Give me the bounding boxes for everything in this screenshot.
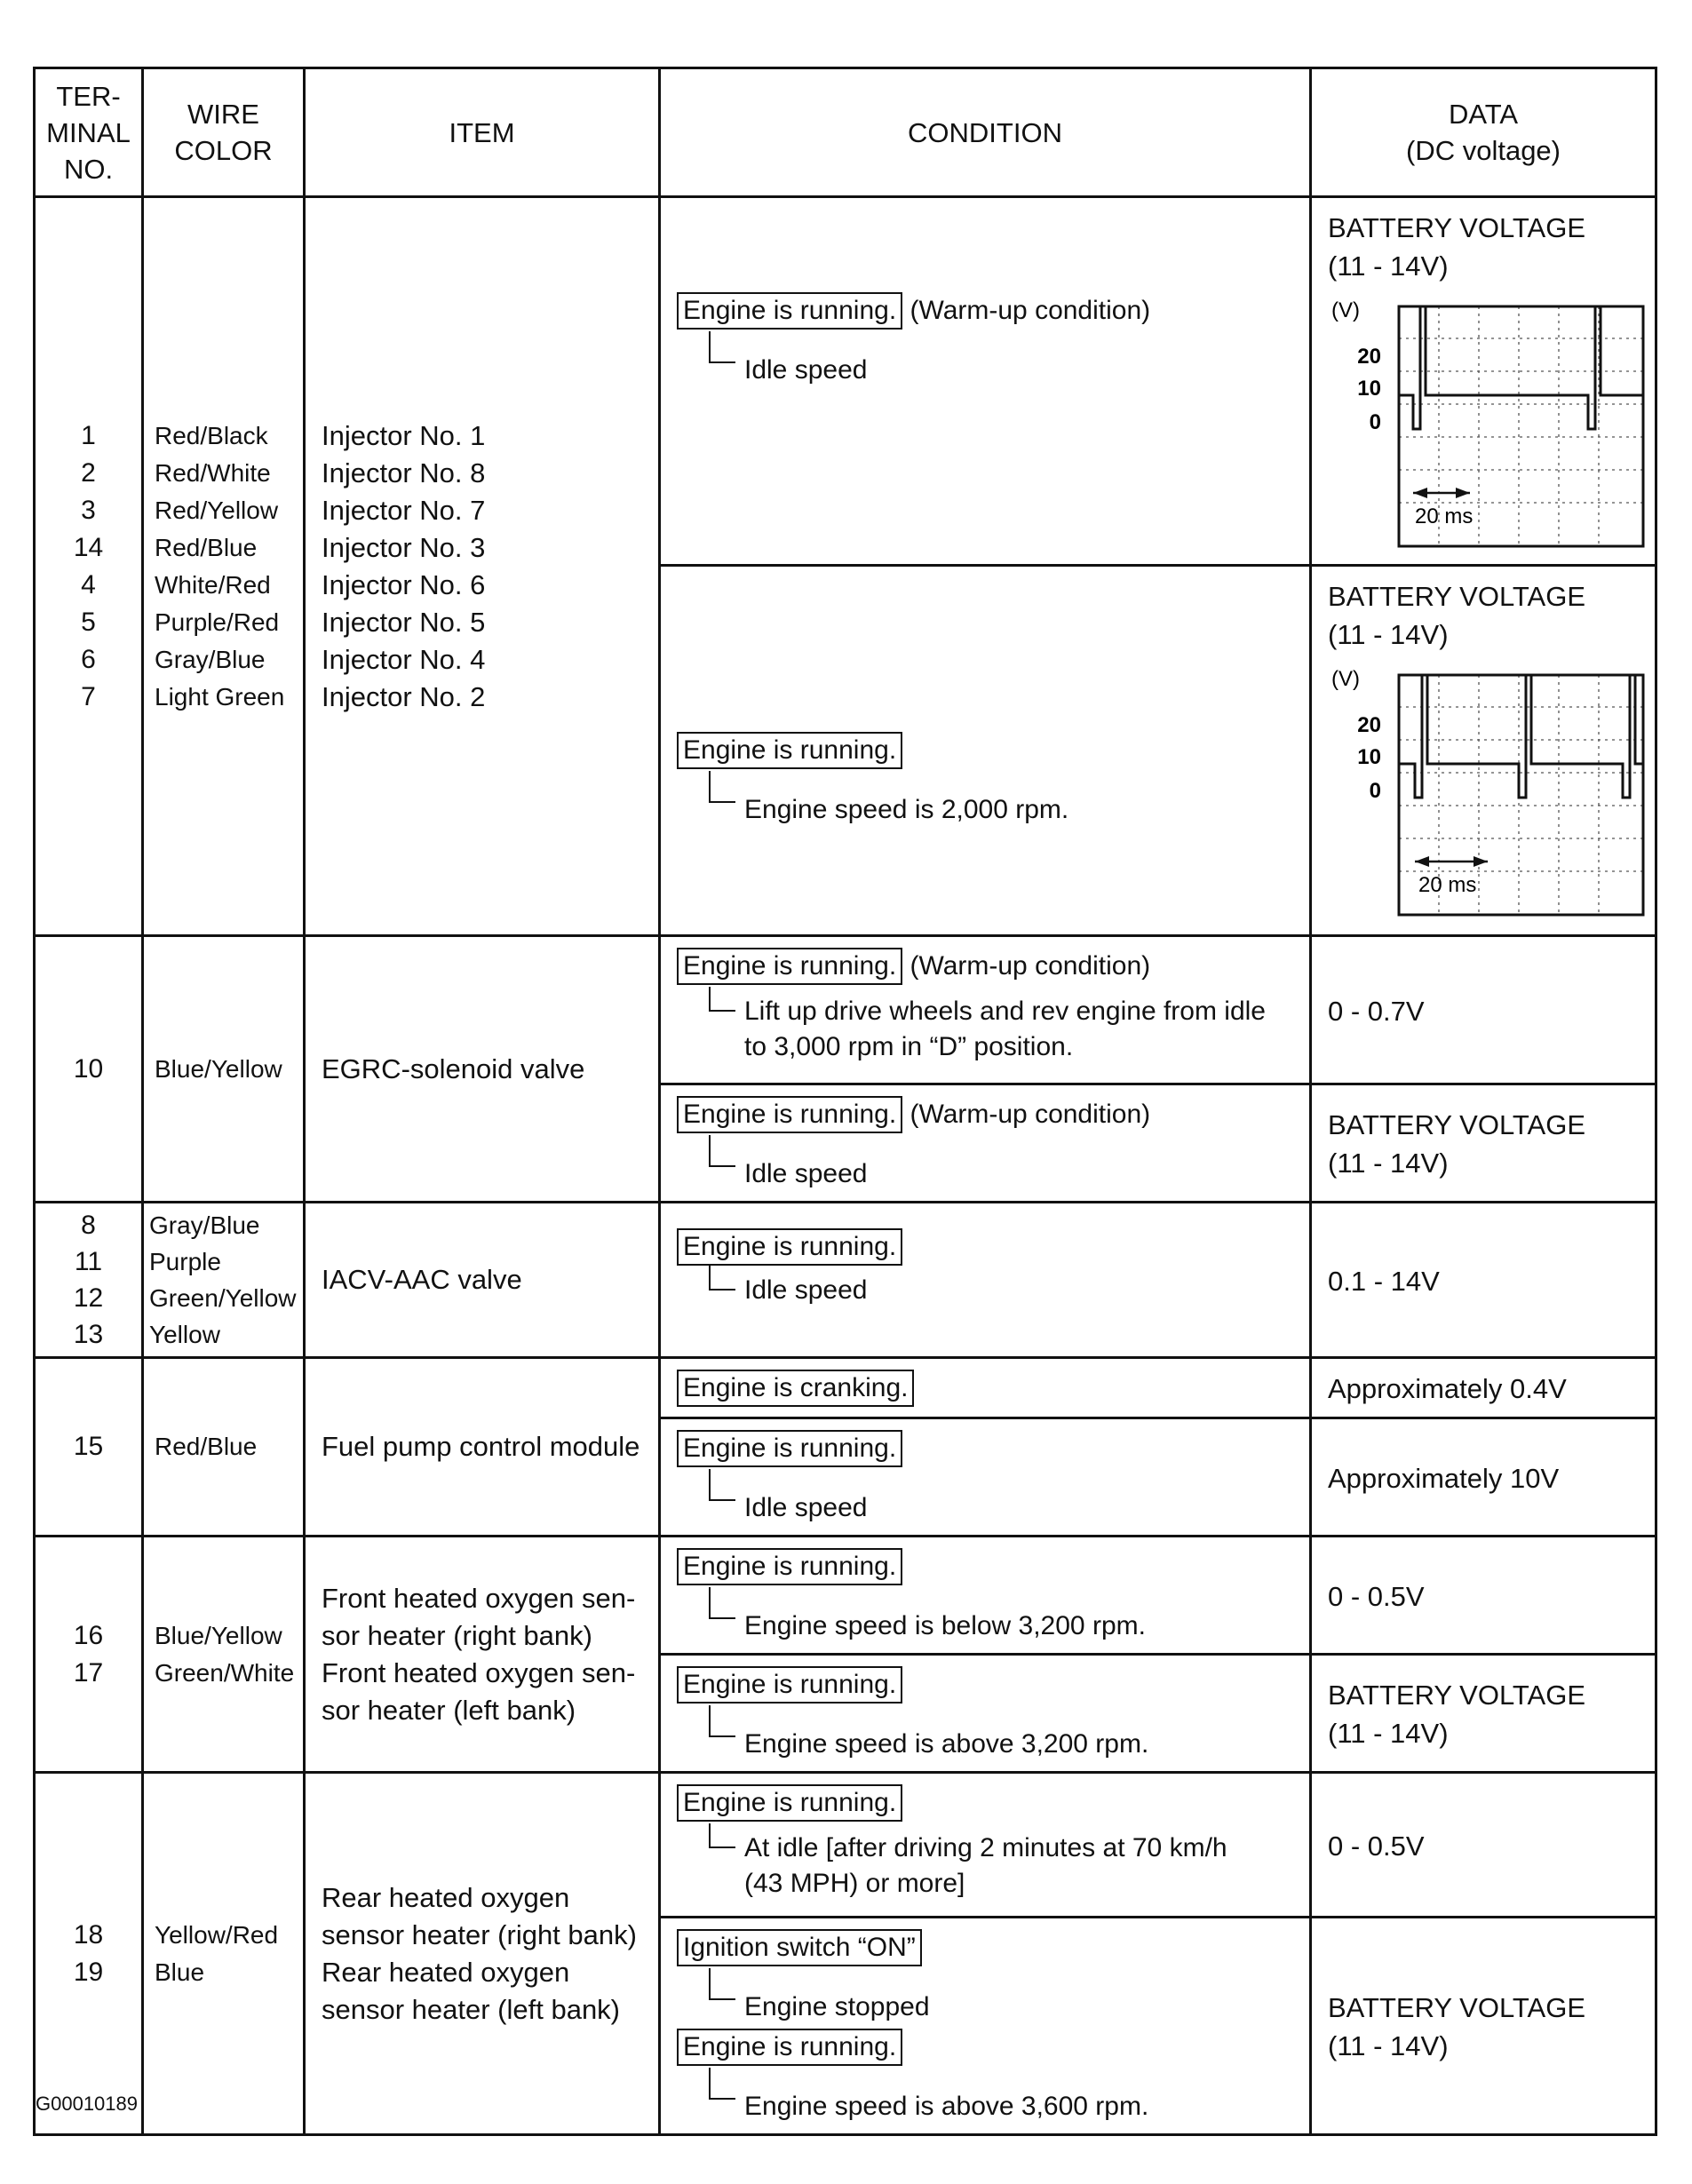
data-cell: Approximately 10V	[1311, 1418, 1656, 1537]
wire-color-cell: Red/Black Red/White Red/Yellow Red/Blue White/Red Purple/Red Gray/Blue Light Green	[143, 197, 305, 936]
item-cell: EGRC-solenoid valve	[305, 936, 660, 1203]
condition-cell: Engine is running. Idle speed	[660, 1418, 1311, 1537]
terminal-cell: 8 11 12 13	[35, 1203, 143, 1358]
item-cell: Fuel pump control module	[305, 1358, 660, 1537]
svg-text:20 ms: 20 ms	[1418, 873, 1477, 897]
header-wire-color: WIRE COLOR	[143, 68, 305, 197]
data-cell: 0 - 0.7V	[1311, 936, 1656, 1084]
svg-text:(V): (V)	[1331, 298, 1360, 322]
svg-text:20: 20	[1357, 345, 1381, 369]
idle-waveform	[1328, 289, 1648, 552]
wire-color-cell: Blue/Yellow Green/White	[143, 1537, 305, 1773]
terminal-data-table	[33, 67, 1657, 2136]
terminal-cell: 16 17	[35, 1537, 143, 1773]
condition-cell: Engine is running. (Warm-up condition) Idle speed	[660, 1084, 1311, 1203]
item-cell: Front heated oxygen sen- sor heater (right bank) Front heated oxygen sen- sor heater (left bank)	[305, 1537, 660, 1773]
condition-box: Engine is running.	[677, 2029, 902, 2066]
terminal-cell: 15	[35, 1358, 143, 1537]
condition-cell: Engine is running. (Warm-up condition) Idle speed	[660, 197, 1311, 566]
condition-cell	[660, 1358, 1311, 1418]
table-row	[35, 1773, 1656, 1918]
data-cell: Approximately 0.4V	[1311, 1358, 1656, 1418]
data-cell: BATTERY VOLTAGE (11 - 14V)	[1311, 1084, 1656, 1203]
condition-cell: Engine is running. Engine speed is below 3,200 rpm.	[660, 1537, 1311, 1655]
terminal-cell: 10	[35, 936, 143, 1203]
condition-cell: Engine is running. Idle speed	[660, 1203, 1311, 1358]
item-cell: IACV-AAC valve	[305, 1203, 660, 1358]
wire-color-cell: Yellow/Red Blue	[143, 1773, 305, 2135]
condition-cell: Ignition switch “ON” Engine stopped Engine is running. Engine speed is above 3,600 rpm.	[660, 1918, 1311, 2135]
condition-box: Engine is running.	[677, 948, 902, 985]
header-condition: CONDITION	[660, 68, 1311, 197]
header-data: DATA (DC voltage)	[1311, 68, 1656, 197]
header-item: ITEM	[305, 68, 660, 197]
svg-text:20: 20	[1357, 713, 1381, 737]
table-row	[35, 197, 1656, 566]
condition-box: Engine is running.	[677, 1548, 902, 1585]
data-cell: 0 - 0.5V	[1311, 1773, 1656, 1918]
table-row	[35, 1537, 1656, 1655]
condition-cell: Engine is running. Engine speed is above 3,200 rpm.	[660, 1655, 1311, 1773]
data-cell: 0.1 - 14V	[1311, 1203, 1656, 1358]
condition-box: Engine is running.	[677, 1228, 902, 1266]
terminal-cell: 1 2 3 14 4 5 6 7	[35, 197, 143, 936]
header-terminal: TER- MINAL NO.	[35, 68, 143, 197]
table-row	[35, 936, 1656, 1084]
item-cell: Injector No. 1 Injector No. 8 Injector No. 7 Injector No. 3 Injector No. 6 Injector No. 5 Injector No. 4 Injector No. 2	[305, 197, 660, 936]
condition-box: Engine is cranking.	[677, 1370, 914, 1407]
svg-text:20 ms: 20 ms	[1415, 504, 1474, 528]
svg-text:10: 10	[1357, 377, 1381, 401]
table-row	[35, 1358, 1656, 1418]
condition-box: Engine is running.	[677, 1096, 902, 1133]
header-row	[35, 68, 1656, 197]
wire-color-cell: Red/Blue	[143, 1358, 305, 1537]
data-cell: 0 - 0.5V	[1311, 1537, 1656, 1655]
svg-text:10: 10	[1357, 745, 1381, 769]
condition-box: Ignition switch “ON”	[677, 1929, 922, 1966]
terminal-cell: 18 19	[35, 1773, 143, 2135]
item-cell: Rear heated oxygen sensor heater (right bank) Rear heated oxygen sensor heater (left bank)	[305, 1773, 660, 2135]
condition-box: Engine is running.	[677, 1430, 902, 1467]
data-cell: BATTERY VOLTAGE (11 - 14V)	[1311, 1918, 1656, 2135]
data-cell: BATTERY VOLTAGE (11 - 14V) (V) 20 10 0 20 ms	[1311, 566, 1656, 936]
condition-box: Engine is running.	[677, 1666, 902, 1704]
data-cell: BATTERY VOLTAGE (11 - 14V) (V) 20 10 0 20 ms	[1311, 197, 1656, 566]
svg-text:0: 0	[1369, 779, 1381, 803]
2000rpm-waveform	[1328, 657, 1648, 920]
condition-box: Engine is running.	[677, 1784, 902, 1822]
svg-text:0: 0	[1369, 410, 1381, 434]
data-cell: BATTERY VOLTAGE (11 - 14V)	[1311, 1655, 1656, 1773]
figure-code: G00010189	[36, 2093, 138, 2115]
condition-box: Engine is running.	[677, 732, 902, 769]
condition-cell: Engine is running. At idle [after driving 2 minutes at 70 km/h (43 MPH) or more]	[660, 1773, 1311, 1918]
wire-color-cell: Blue/Yellow	[143, 936, 305, 1203]
svg-text:(V): (V)	[1331, 667, 1360, 691]
condition-cell: Engine is running. (Warm-up condition) Lift up drive wheels and rev engine from idle to 3,000 rpm in “D” position.	[660, 936, 1311, 1084]
table-row	[35, 1203, 1656, 1358]
condition-cell: Engine is running. Engine speed is 2,000 rpm.	[660, 566, 1311, 936]
condition-box: Engine is running.	[677, 292, 902, 330]
wire-color-cell: Gray/Blue Purple Green/Yellow Yellow	[143, 1203, 305, 1358]
